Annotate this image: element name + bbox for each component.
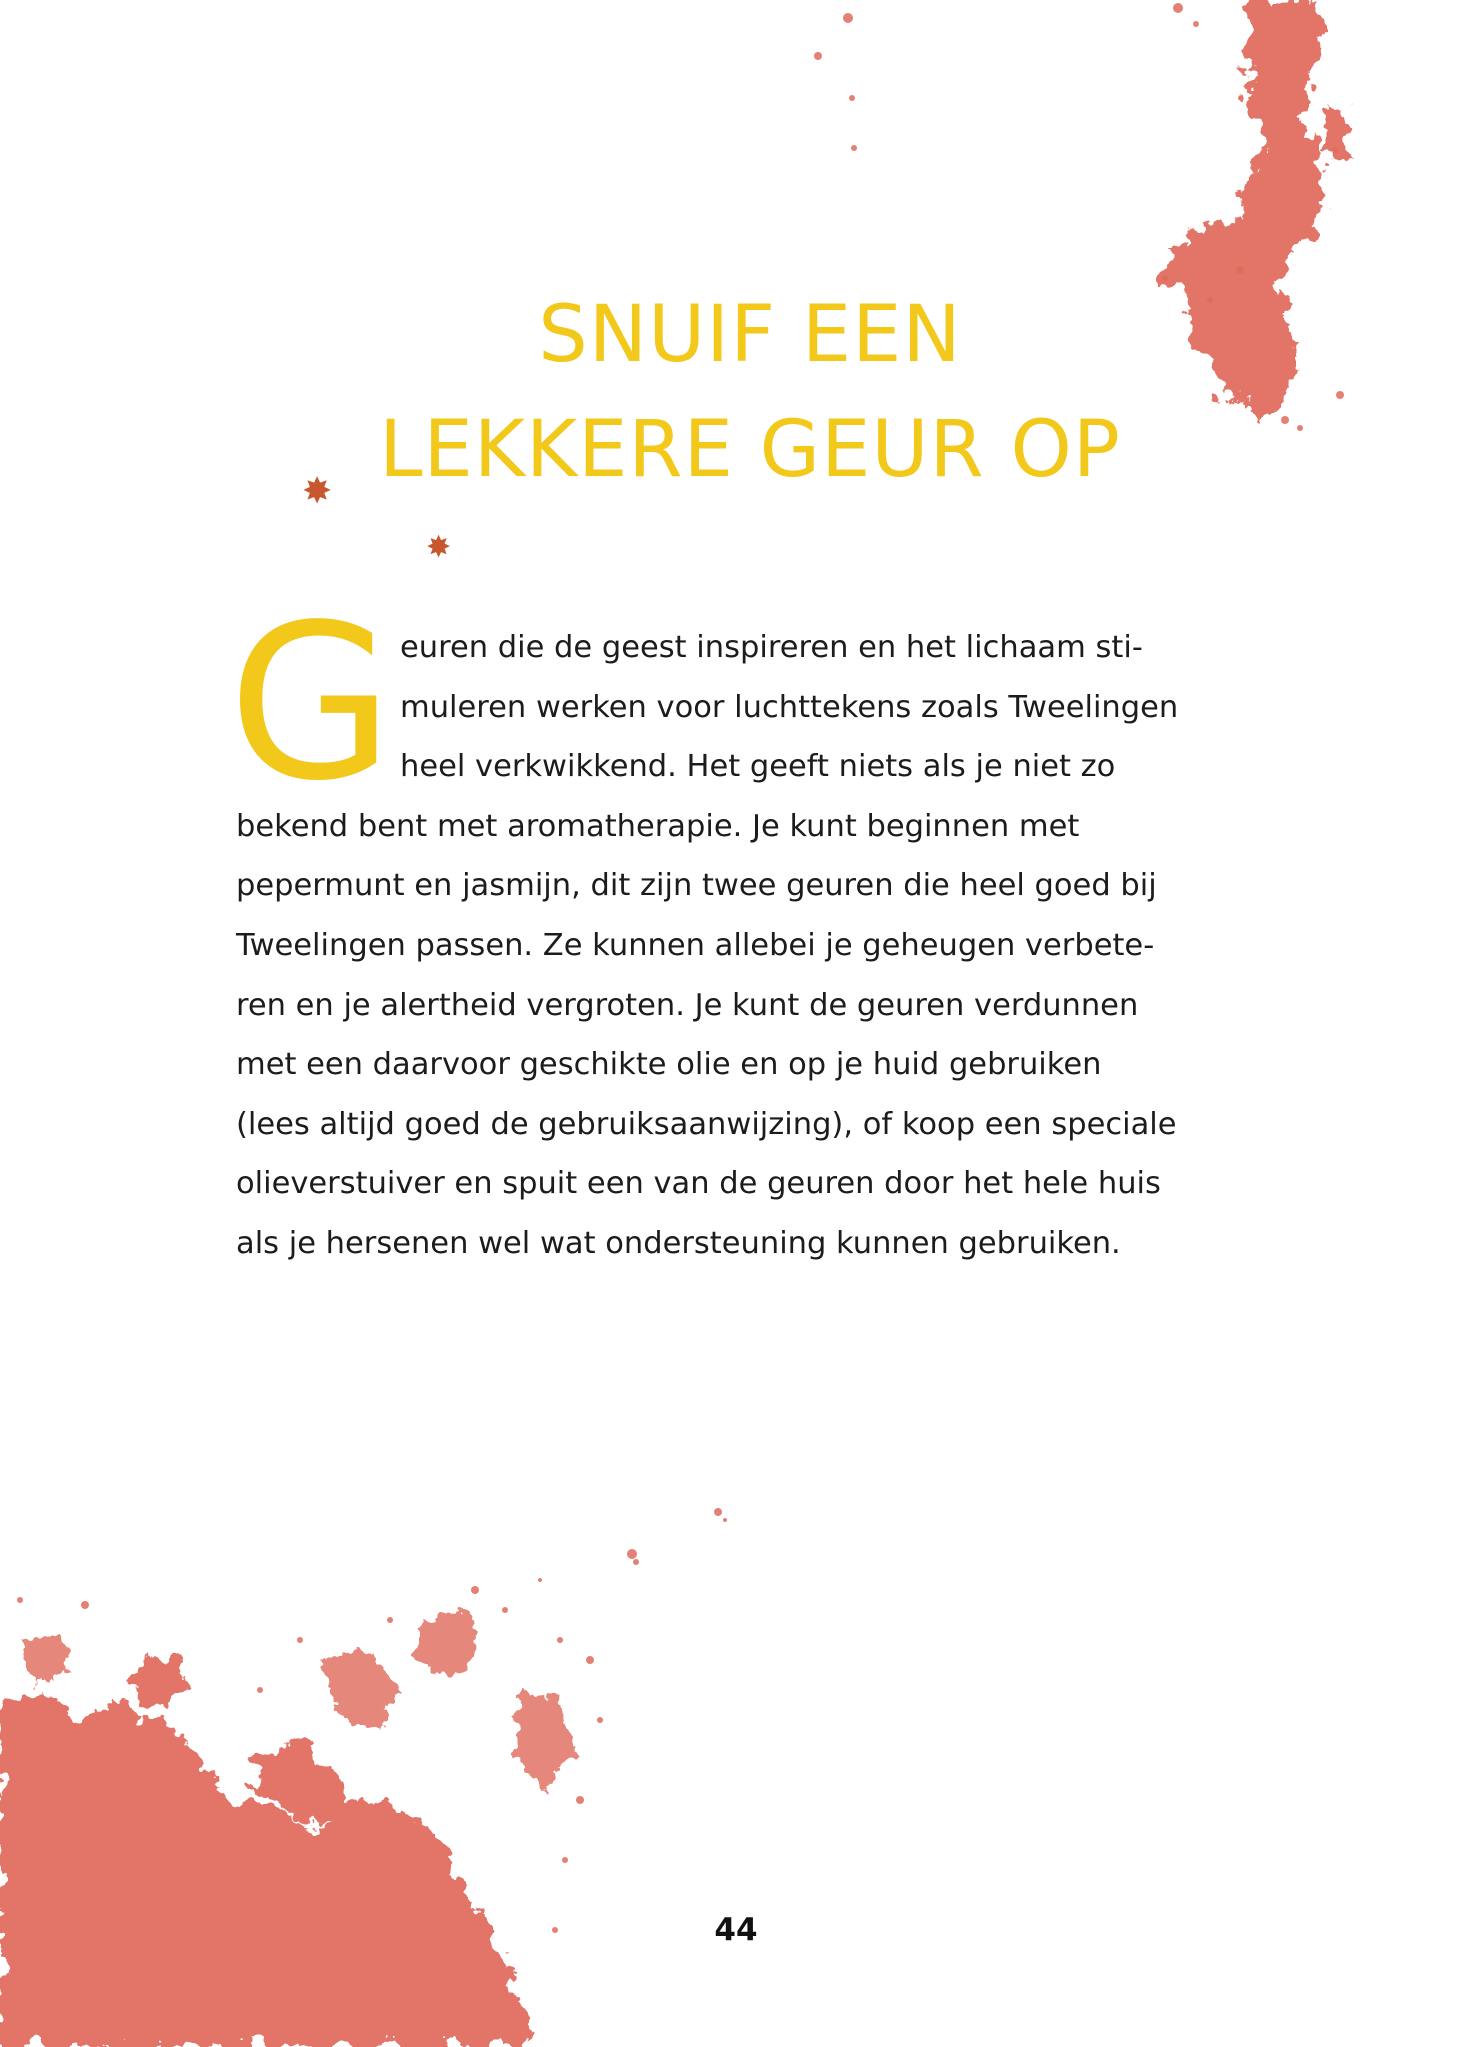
body-line: (lees altijd goed de gebruiksaanwijzing), of koop een speciale [236, 1106, 1177, 1142]
splatter-bottom-left [0, 1655, 530, 2047]
body-line: muleren werken voor luchttekens zoals Tweelingen [400, 689, 1179, 725]
body-line: heel verkwikkend. Het geeft niets als je niet zo [400, 749, 1116, 785]
splatter-bottom-left-specks [17, 1508, 727, 1933]
body-line: bekend bent met aromatherapie. Je kunt beginnen met [236, 808, 1080, 844]
star-icon: ✸ [426, 530, 452, 565]
body-line: olieverstuiver en spuit een van de geuren door het hele huis [236, 1166, 1161, 1202]
body-line: euren die de geest inspireren en het lichaam sti- [400, 630, 1143, 665]
body-line: Tweelingen passen. Ze kunnen allebei je geheugen verbete- [236, 927, 1155, 963]
page-number: 44 [714, 1912, 758, 1948]
title-line-2: LEKKERE GEUR OP [379, 405, 1121, 495]
drop-cap: G [228, 579, 394, 828]
body-paragraph [236, 618, 1236, 1274]
title-line-1: SNUIF EEN [538, 290, 962, 380]
page-title [250, 278, 1250, 512]
body-line: ren en je alertheid vergroten. Je kunt de geuren verdunnen [236, 987, 1139, 1023]
body-line: met een daarvoor geschikte olie en op je huid gebruiken [236, 1047, 1102, 1083]
star-icon: ✸ [302, 471, 333, 512]
body-line: als je hersenen wel wat ondersteuning kunnen gebruiken. [236, 1225, 1121, 1261]
splatter-bottom-left-rough [20, 1610, 575, 1790]
body-line: pepermunt en jasmijn, dit zijn twee geuren die heel goed bij [236, 868, 1157, 904]
